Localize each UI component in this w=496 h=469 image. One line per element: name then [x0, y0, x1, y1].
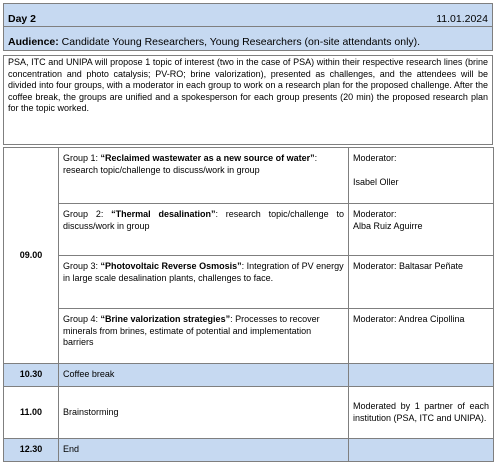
group-4-prefix: Group 4:: [63, 314, 101, 324]
group-2-suffix: : research topic/challenge to discuss/work in group: [63, 209, 344, 231]
brainstorm-note: Moderated by 1 partner of each institution (PSA, ITC and UNIPA).: [349, 387, 494, 439]
group-3: [59, 256, 349, 309]
group-1-title: “Reclaimed wastewater as a new source of water”: [100, 153, 315, 163]
group-4-moderator: Moderator: Andrea Cipollina: [349, 309, 494, 364]
group-1: [59, 148, 349, 204]
coffee-label: Coffee break: [59, 364, 349, 387]
group-1-moderator-label: Moderator:: [353, 153, 397, 163]
day-header: [4, 4, 493, 27]
audience-text: Candidate Young Researchers, Young Researchers (on-site attendants only).: [58, 36, 421, 48]
intro-table: [3, 55, 493, 145]
group-4-title: “Brine valorization strategies”: [100, 314, 231, 324]
coffee-empty: [349, 364, 494, 387]
date-label: 11.01.2024: [436, 13, 488, 25]
group-1-prefix: Group 1:: [63, 153, 101, 163]
coffee-time: 10.30: [4, 364, 59, 387]
end-time: 12.30: [4, 439, 59, 462]
group-1-moderator: [349, 148, 494, 204]
group-2-moderator: [349, 204, 494, 256]
agenda-header-table: [3, 3, 493, 51]
group-1-suffix: : research topic/challenge to discuss/work in group: [63, 153, 318, 175]
day-label: Day 2: [8, 13, 37, 25]
group-4: [59, 309, 349, 364]
end-label: End: [59, 439, 349, 462]
end-empty: [349, 439, 494, 462]
audience-label: Audience:: [8, 36, 59, 48]
group-1-moderator-name: Isabel Oller: [353, 176, 399, 187]
brainstorm-time: 11.00: [4, 387, 59, 439]
group-3-title: “Photovoltaic Reverse Osmosis”: [100, 261, 242, 271]
intro-text: PSA, ITC and UNIPA will propose 1 topic of interest (two in the case of PSA) within their respective research lines (brine concentration and photo catalysis; PV-RO; brine valorization), presented as challenges, and the attendees will be divided into four groups, with a moderator in each group to work on a research plan for the proposed challenge. After the coffee break, the groups are unified and a spokesperson for each group presents (20 min) the proposed research plan for the topic worked.: [4, 56, 493, 145]
audience-row: [4, 27, 493, 51]
schedule-table: [3, 147, 494, 462]
group-2-prefix: Group 2:: [63, 209, 112, 219]
session-time: 09.00: [4, 148, 59, 364]
group-2-moderator-name: Alba Ruiz Aguirre: [353, 220, 423, 231]
group-2: [59, 204, 349, 256]
group-3-prefix: Group 3:: [63, 261, 101, 271]
brainstorm-label: Brainstorming: [59, 387, 349, 439]
group-4-suffix: : Processes to recover minerals from brines, estimate of potential and implementation barriers: [63, 314, 320, 347]
group-3-moderator: Moderator: Baltasar Peñate: [349, 256, 494, 309]
group-2-title: “Thermal desalination”: [111, 209, 216, 219]
group-2-moderator-label: Moderator:: [353, 209, 397, 219]
group-3-suffix: : Integration of PV energy in large scale desalination plants, challenges to face.: [63, 261, 344, 283]
